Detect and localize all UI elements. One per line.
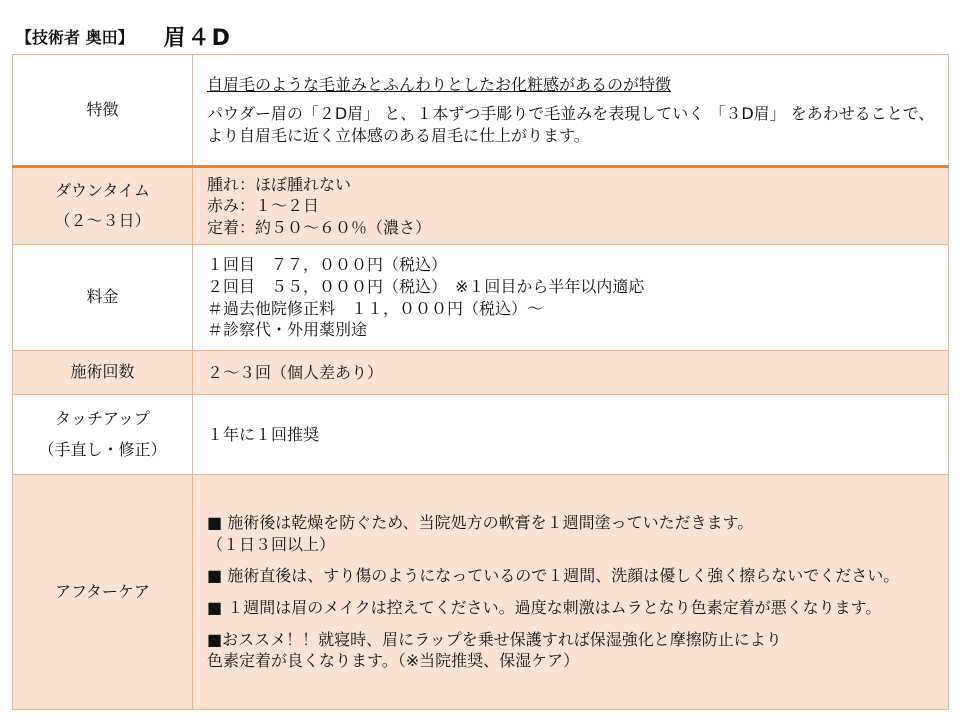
downtime-line: 定着：約５０～６０％（濃さ） bbox=[207, 217, 432, 237]
page-header bbox=[16, 20, 232, 52]
aftercare-line: （１日３回以上） bbox=[207, 534, 336, 554]
label-downtime-main: ダウンタイム bbox=[54, 180, 151, 200]
price-line: １回目 ７７，０００円（税込） bbox=[207, 255, 448, 275]
spec-table bbox=[12, 54, 949, 710]
label-aftercare: アフターケア bbox=[13, 475, 193, 710]
table-row-sessions bbox=[13, 351, 949, 395]
table-row-aftercare bbox=[13, 475, 949, 710]
aftercare-line: ■ 施術直後は、すり傷のようになっているので１週間、洗顔は優しく強く擦らないでください。 bbox=[207, 566, 900, 586]
features-description: パウダー眉の「２D眉」 と、１本ずつ手彫りで毛並みを表現していく 「３D眉」 をあわせることで、より自眉毛に近く立体感のある眉毛に仕上がります。 bbox=[207, 104, 935, 145]
table-row-touchup bbox=[13, 395, 949, 475]
label-touchup bbox=[13, 395, 193, 475]
label-downtime bbox=[13, 167, 193, 245]
label-downtime-sub: （２～３日） bbox=[54, 211, 151, 230]
label-touchup-sub: （手直し・修正） bbox=[38, 439, 167, 459]
page-title: 眉４D bbox=[163, 25, 232, 51]
content-touchup: １年に１回推奨 bbox=[193, 395, 949, 475]
features-lead: 自眉毛のような毛並みとふんわりとしたお化粧感があるのが特徴 bbox=[207, 74, 672, 94]
price-line: ＃過去他院修正料 １１，０００円（税込）～ bbox=[207, 298, 544, 318]
table-row-downtime bbox=[13, 167, 949, 245]
content-price bbox=[193, 245, 949, 351]
aftercare-item bbox=[207, 629, 936, 672]
content-features bbox=[193, 55, 949, 167]
aftercare-line: ■ １週間は眉のメイクは控えてください。過度な刺激はムラとなり色素定着が悪くなります。 bbox=[207, 598, 882, 617]
label-touchup-main: タッチアップ bbox=[55, 409, 150, 429]
table-row-features bbox=[13, 55, 949, 167]
content-aftercare bbox=[193, 475, 949, 710]
aftercare-item bbox=[207, 565, 936, 587]
downtime-line: 赤み：１～２日 bbox=[207, 196, 320, 216]
label-features: 特徴 bbox=[13, 55, 193, 167]
content-downtime bbox=[193, 167, 949, 245]
price-line: ＃診察代・外用薬別途 bbox=[207, 320, 368, 340]
downtime-line: 腫れ：ほぼ腫れない bbox=[207, 174, 352, 194]
aftercare-line: ■おススメ！！就寝時、眉にラップを乗せ保護すれば保湿強化と摩擦防止により bbox=[207, 629, 782, 649]
price-line: ２回目 ５５，０００円（税込） ※１回目から半年以内適応 bbox=[207, 276, 645, 296]
content-sessions: ２～３回（個人差あり） bbox=[193, 351, 949, 395]
label-price: 料金 bbox=[13, 245, 193, 351]
aftercare-line: 色素定着が良くなります。（※当院推奨、保湿ケア） bbox=[207, 651, 580, 671]
table-row-price bbox=[13, 245, 949, 351]
aftercare-item bbox=[207, 512, 936, 555]
aftercare-line: ■ 施術後は乾燥を防ぐため、当院処方の軟膏を１週間塗っていただきます。 bbox=[207, 513, 754, 533]
label-sessions: 施術回数 bbox=[13, 351, 193, 395]
technician-label: 【技術者 奥田】 bbox=[16, 27, 134, 47]
aftercare-item bbox=[207, 597, 936, 619]
